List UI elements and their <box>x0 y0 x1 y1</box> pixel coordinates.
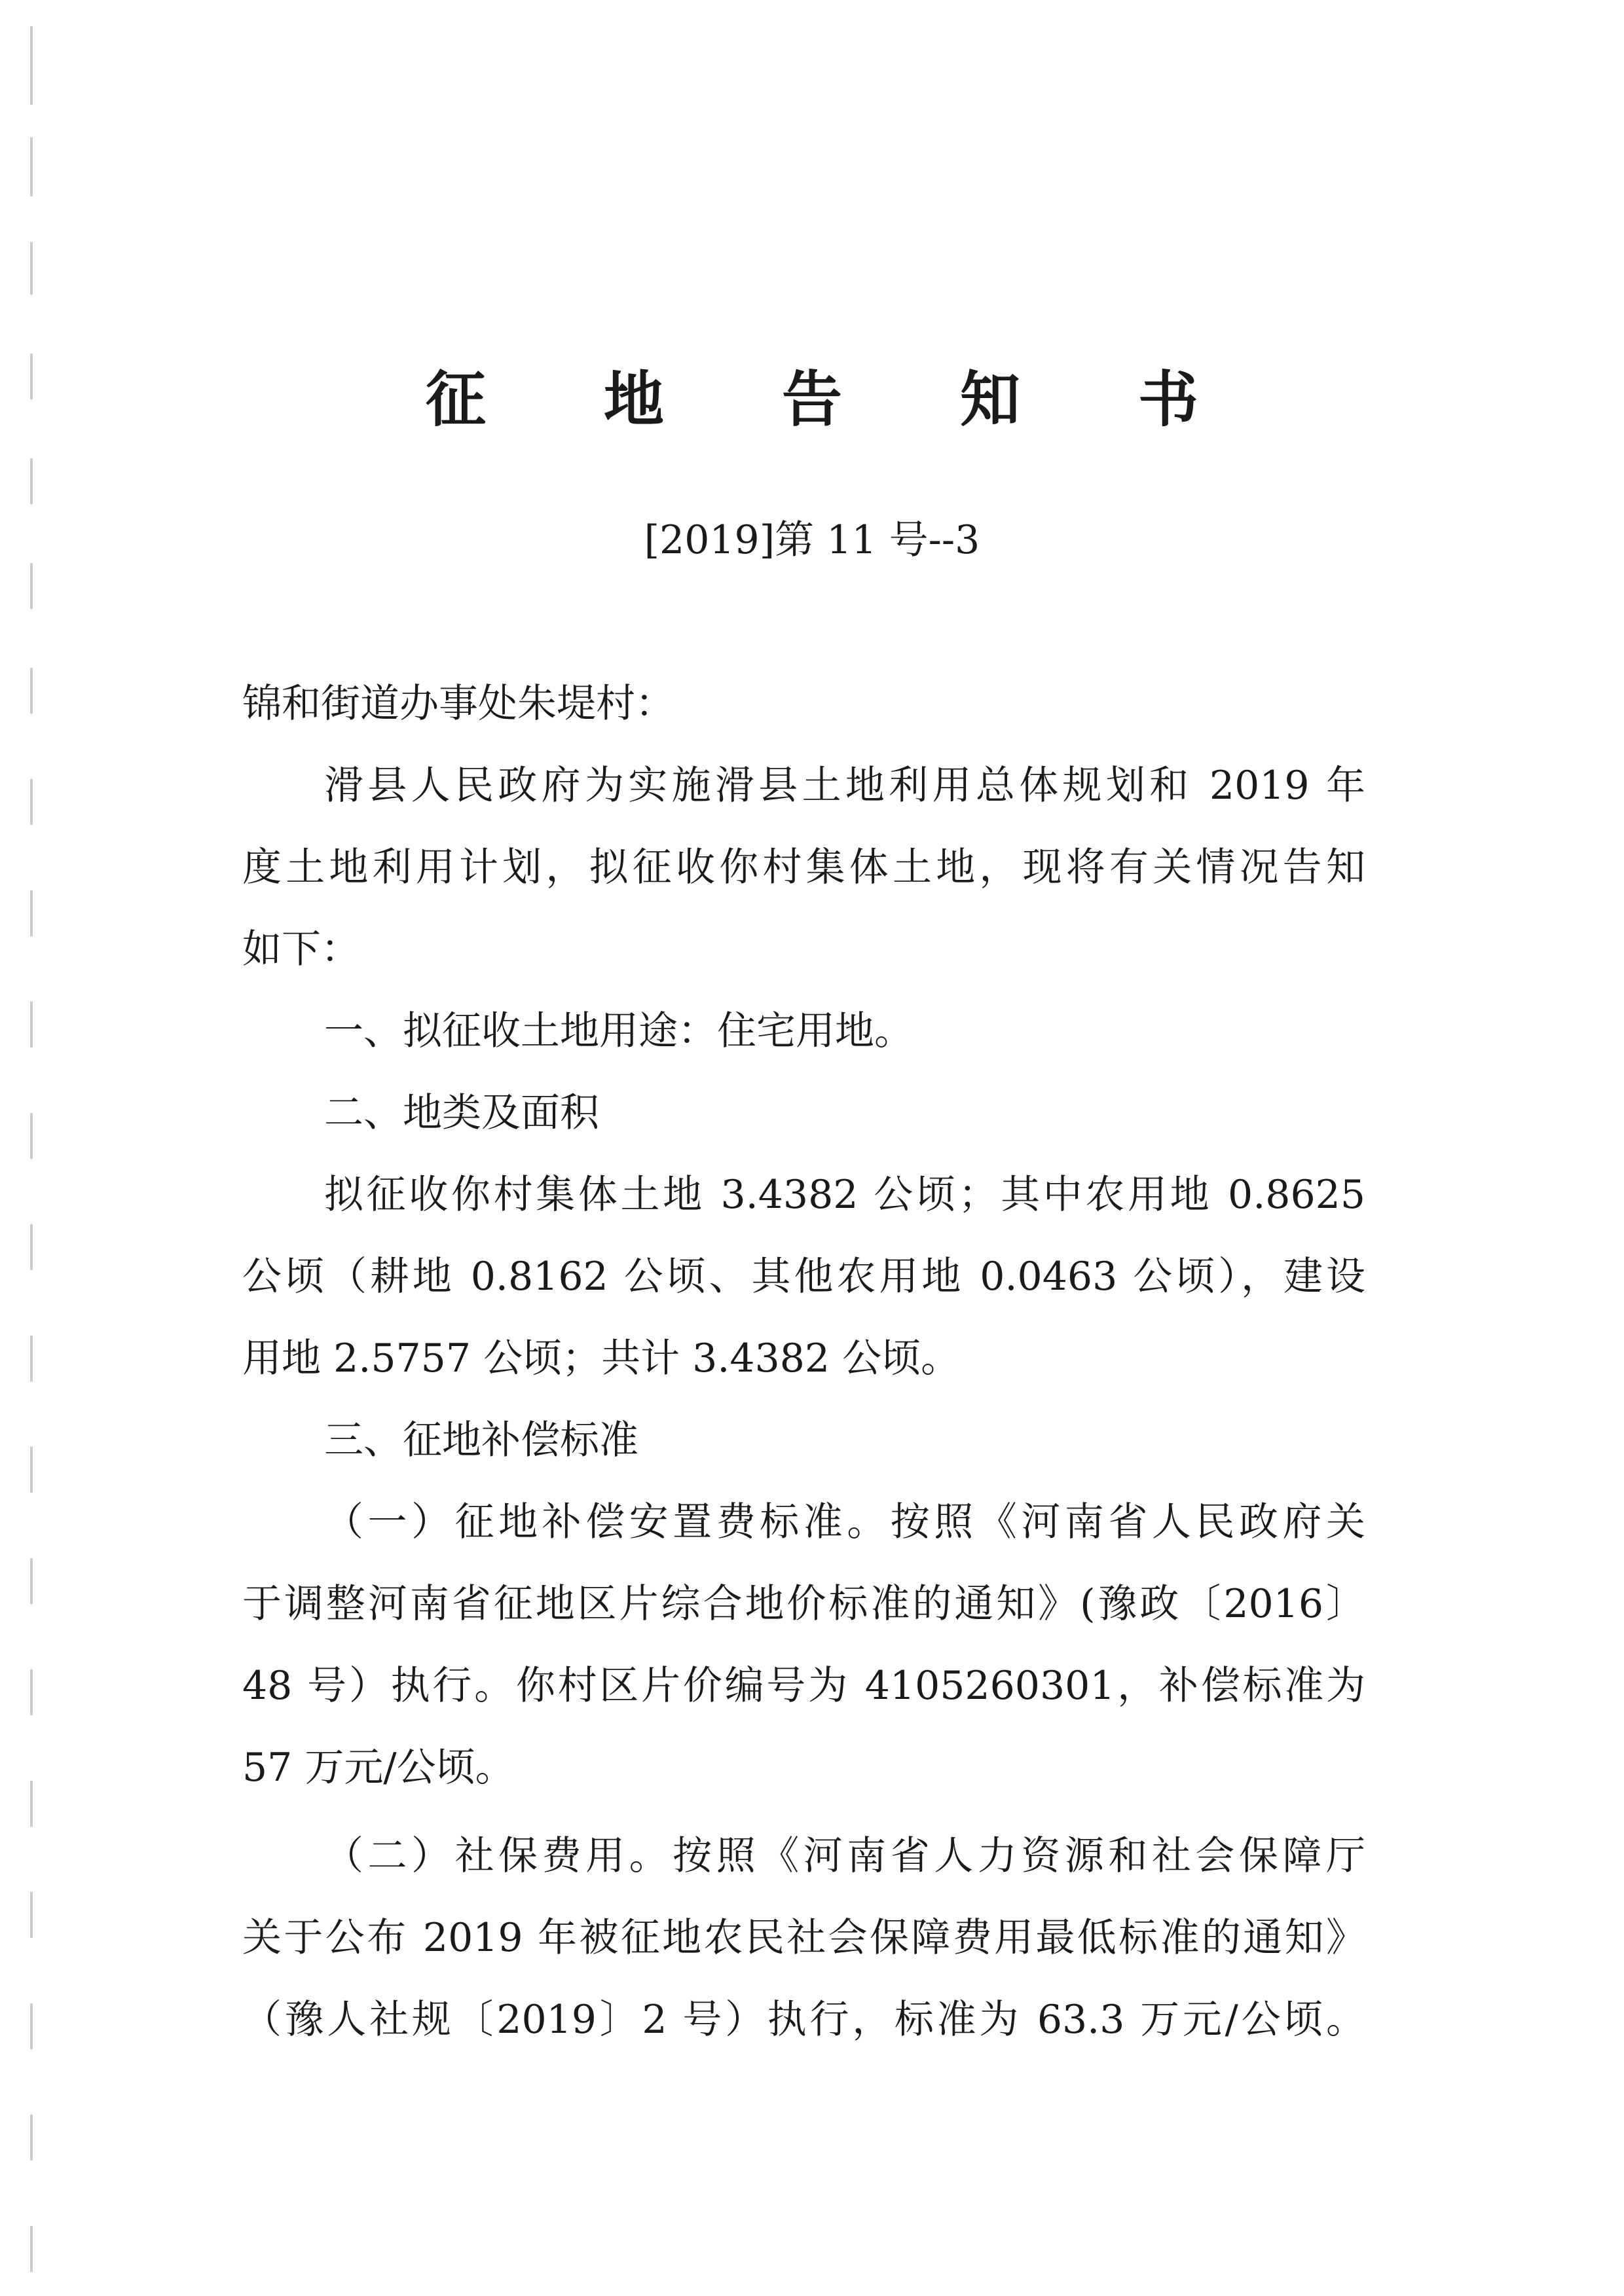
body-line: 用地 2.5757 公顷；共计 3.4382 公顷。 <box>242 1336 961 1381</box>
body-line: 如下： <box>242 926 360 972</box>
body-line: 度土地利用计划，拟征收你村集体土地，现将有关情况告知 <box>242 845 1365 890</box>
body-line: 57 万元/公顷。 <box>242 1745 515 1791</box>
body-line: （一）征地补偿安置费标准。按照《河南省人民政府关 <box>324 1499 1365 1545</box>
section-heading: 一、拟征收土地用途：住宅用地。 <box>324 1008 913 1054</box>
body-line: 48 号）执行。你村区片价编号为 4105260301，补偿标准为 <box>242 1663 1365 1709</box>
body-line: 公顷（耕地 0.8162 公顷、其他农用地 0.0463 公顷），建设 <box>242 1254 1365 1300</box>
addressee: 锦和街道办事处朱堤村： <box>242 681 674 727</box>
body-line: （二）社保费用。按照《河南省人力资源和社会保障厅 <box>324 1833 1365 1879</box>
body-line: 于调整河南省征地区片综合地价标准的通知》(豫政〔2016〕 <box>242 1581 1365 1627</box>
document-number: [2019]第 11 号--3 <box>644 517 980 563</box>
body-line: 关于公布 2019 年被征地农民社会保障费用最低标准的通知》 <box>242 1915 1365 1961</box>
document-title: 征地告知书 <box>425 364 1316 435</box>
body-line: 滑县人民政府为实施滑县土地利用总体规划和 2019 年 <box>324 763 1365 809</box>
body-line: 拟征收你村集体土地 3.4382 公顷；其中农用地 0.8625 <box>324 1172 1365 1218</box>
body-line: （豫人社规〔2019〕2 号）执行，标准为 63.3 万元/公顷。 <box>242 1997 1365 2043</box>
section-heading: 三、征地补偿标准 <box>324 1417 638 1463</box>
binding-edge-marks <box>26 0 46 2296</box>
section-heading: 二、地类及面积 <box>324 1090 599 1136</box>
